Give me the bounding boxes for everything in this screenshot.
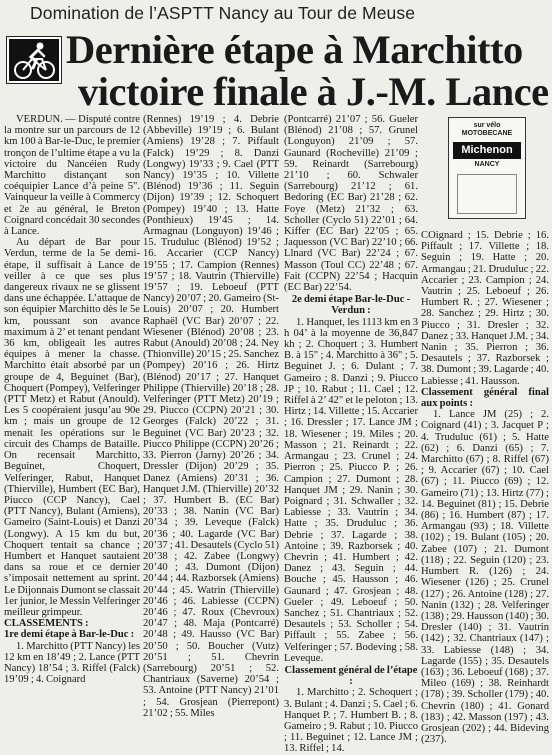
ad-tagline: sur vélo MOTOBECANE — [461, 122, 513, 137]
section-heading: 1re demi étape à Bar-le-Duc : — [4, 629, 135, 641]
cyclist-icon — [6, 36, 62, 84]
article-column-2 — [143, 114, 279, 719]
article-column-4 — [421, 230, 549, 745]
paragraph: (Pontcarré) 21’07 ; 56. Gueler (Blénod) 21’08 ; 57. Grunel (Longuyon) 21’09 ; 57. Gaunard (Rocheville) 21’09 ; 59. Reinardt (Sarrebourg) 21’10 ; 60. Schwaler (Sarrebourg) 21’12 ; 61. Bedoring (EC Bar) 21’28 ; 62. Foye (Metz) 21’32 ; 63. Scholler (Cyclo 51) 22’01 ; 64. Kiffer (EC Bar) 22’05 ; 65. Jaquesson (VC Bar) 22’10 ; 66. Llnard (VC Bar) 22’24 ; 67. Masson (Toul CC) 22’48 ; 67. Fait (CCPN) 22’54 ; Hacquin (EC Bar) 22’54. — [284, 114, 418, 294]
paragraph: VERDUN. — Disputé contre la montre sur un parcours de 12 km 100 à Bar-le-Duc, le premier tronçon de l’ultime étape a vu la victoire du Nancéien Rudy Marchitto distançant son coéquipier Lance d’à peine 5". Vainqueur la veille à Commercy et 2e au général, le Breton Coignard concédait 30 secondes à Lance. — [4, 114, 140, 238]
paragraph: (Rennes) 19’19 ; 4. Debrie (Abbeville) 19’19 ; 6. Bulant (Amiens) 19’28 ; 7. Piffault (Falck) 19’29 ; 8. Danzi (Longwy) 19’33 ; 9. Cael (PTT Nancy) 19’35 ; 10. Villette (Blénod) 19’36 ; 11. Seguin (Dijon) 19’39 ; 12. Schoquert (Pompey) 19’40 ; 13. Hatte (Ponthieux) 19’45 ; 14. Armagnau (Longuyon) 19’46 ; 15. Truduluc (Blénod) 19’52 ; 16. Accarier (CCP Nancy) 19’55 ; 17. Campion (Rennes) 19’57 ; 18. Vautrin (Thierville) 19’57 ; 19. Leboeuf (PTT Nancy) 20’07 ; 20. Gameiro (St-Louis) 20’07 ; 20. Humbert Raphaël (VC Bar) 20’07 ; 22. Wiesener (Blénod) 20’08 ; 23. Rabut (Anould) 20’08 ; 24. Ney (Thionville) 20’15 ; 25. Sanchez (Pompey) 20’16 ; 26. Hirtz (Blénod) 20’17 ; 27. Hanquet Philippe (Thierville) 20’18 ; 28. Velferinger (PTT Metz) 20’19 ; 29. Piucco (CCPN) 20’21 ; 30. Georges (Falck) 20’22 ; 31. Beguinet (VC Bar) 20’23 ; 32. Piucco Philippe (CCPN) 20’26 ; 33. Pierron (Jarny) 20’26 ; 34. Dressler (Dijon) 20’29 ; 35. Danez (Amiens) 20’31 ; 36. Hanquet J.M. (Thierville) 20’32 ; 37. Humbert B. (EC Bar) 20’33 ; 38. Nanin (VC Bar) 20’34 ; 39. Leveque (Falck) 20’36 ; 40. Lagarde (VC Bar) 20’37 ; 41. Desautels (Cyclo 51) 20’38 ; 42. Zabee (Longwy) 20’40 ; 43. Dumont (Dijon) 20’44 ; 44. Razborsek (Amiens) 20’44 ; 45. Watrin (Thierville) 20’46 ; 46. Labiesse (CCPN) 20’46 ; 47. Roux (Chevroux) 20’47 ; 48. Maja (Pontcarré) 20’48 ; 49. Hausso (VC Bar) 20’50 ; 50. Boucher (Vutz) 20’51 ; 51. Chevrin (Sarrebourg) 20’51 ; 52. Chantriaux (Saverne) 20’54 ; 53. Antoine (PTT Nancy) 21’01 ; 54. Grosjean (Pierrepont) 21’02 ; 55. Miles — [143, 114, 279, 719]
article-column-3 — [284, 114, 418, 755]
paragraph: 1. Marchitto ; 2. Schoquert ; 3. Bulant ; 4. Danzi ; 5. Cael ; 6. Hanquet P. ; 7. Humbert B. ; 8. Gameiro ; 9. Rabut ; 10. Piucco ; 11. Beguinet ; 12. Lance JM ; 13. Riffel ; 14. — [284, 687, 418, 755]
paragraph: 1. Hanquet, les 1113 km en 3 h 04’ à la moyenne de 36,847 kh ; 2. Choquert ; 3. Humbert B. à 15" ; 4. Marchitto à 36" ; 5. Beguinet J. ; 6. Dulant ; 7. Gameiro ; 8. Danzi ; 9. Piucco JP ; 10. Rabut ; 11. Cael ; 12. Riffel à 2’ 42" et le peloton ; 13. Hirtz ; 14. Villette ; 15. Accarier ; 16. Dressler ; 17. Lance JM ; 18. Wiesener ; 19. Miles ; 20. Masson ; 21. Reinardt ; 22. Armangau ; 23. Crunel ; 24. Pierron ; 25. Piucco P. ; 26. Campion ; 27. Dumont ; 28. Hanquet JM ; 29. Nanin ; 30. Poignard ; 31. Schwaller ; 32. Labiesse ; 33. Vautrin ; 34. Hatte ; 35. Druduluc ; 36. Debrie ; 37. Lagarde ; 38. Antoine ; 39. Razborsek ; 40. Chevrin ; 41. Humbert ; 42. Danez ; 43. Seguin ; 44. Bouche ; 45. Hausson ; 46. Gaunard ; 47. Grosjean ; 48. Gueler ; 49. Leboeuf ; 50. Sanchez ; 51. Chantriaux ; 52. Desautels ; 53. Scholler ; 54. Piffault ; 55. Zabee ; 56. Velferinger ; 57. Bodeving ; 58. Leveque. — [284, 316, 418, 664]
section-heading: CLASSEMENTS : — [4, 618, 89, 630]
paragraph: 1. Marchitto (PTT Nancy) les 12 km en 18’49 ; 2. Lance (PTT Nancy) 18’54 ; 3. Riffel (Falck) 19’09 ; 4. Coignard — [4, 640, 140, 686]
ad-place: NANCY — [474, 161, 500, 168]
section-heading: Classement général de l’étape : — [284, 664, 418, 688]
kicker: Domination de l’ASPTT Nancy au Tour de Meuse — [30, 3, 416, 23]
sponsor-ad — [448, 117, 526, 219]
ad-photo-frame — [457, 174, 517, 214]
paragraph: 1. Lance JM (25) ; 2. Coignard (41) ; 3. Jacquet P ; 4. Truduluc (61) ; 5. Hatte (62) ; 6. Danzi (65) ; 7. Marchitto (67) ; 8. Riffel (67) ; 9. Accarier (67) ; 10. Cael (67) ; 11. Piucco (69) ; 12. Gameiro (71) ; 13. Hirtz (77) ; 14. Beguinet (81) ; 15. Debrie (86) ; 16. Humbert (87) ; 17. Armangau (93) ; 18. Villette (102) ; 19. Bulant (105) ; 20. Zabee (107) ; 21. Dumont (118) ; 22. Seguin (120) ; 23. Humbert R. (126) ; 24. Wiesener (126) ; 25. Crunel (127) ; 26. Antoine (128) ; 27. Nanin (132) ; 28. Velferinger (138) ; 29. Hausson (140) ; 30. Dresler (140) ; 31. Vautrin (142) ; 32. Chantriaux (147) ; 33. Labiesse (148) ; 34. Lagarde (155) ; 35. Desautels (163) ; 36. Leboeuf (168) ; 37. Mileo (169) ; 38. Reinhardt (178) ; 39. Scholler (179) ; 40. Chevrin (180) ; 41. Gonard (183) ; 42. Masson (197) ; 43. Grosjean (202) ; 44. Bideving (237). — [421, 409, 549, 746]
section-heading: Classement général final aux points : — [421, 386, 549, 410]
headline-line-1: Dernière étape à Marchitto — [66, 27, 523, 72]
section-heading: 2e demi étape Bar-le-Duc - Verdun : — [291, 294, 411, 317]
article-column-1 — [4, 114, 140, 685]
paragraph: Au départ de Bar pour Verdun, terme de la 5e demi-étape, il suffisait à Lance de veiller à ce que ses plus dangereux rivaux ne se glissent dans une échappée. L’attaque de son équipier Marchitto dès le 5e km, poussant son avance maximum à 2’ et tenant pendant 36 km, obligeait les autres équipes à mener la chasse. Marchitto était absorbé par un groupe de 4, Beguinet (Bar), Choquert (Pompey), Velferinger (PTT Metz) et Rabut (Anould). Les 5 coopéraient jusqu’au 90e km ; mais un groupe de 12 menait les opérations sur le circuit des Champs de Bataille. On recensait Marchitto, Beguinet, Choquert, Velferinger, Rabut, Hanquet (Thierville), Humbert (EC Bar), Piucco (CCP Nancy), Cael (PTT Nancy), Bulant (Amiens), Gameiro (Saint-Louis) et Danzi (Longwy). A 15 km du but, Choquert tentait sa chance ; Humbert et Hanquet sautaient dans sa roue et ce dernier s’imposait nettement au sprint. Le Dijonnais Dumont se classait 1er junior, le Messin Velferinger meilleur grimpeur. — [4, 237, 140, 618]
ad-brand: Michenon — [453, 142, 521, 159]
paragraph: COignard ; 15. Debrie ; 16. Piffault ; 17. Villette ; 18. Seguin ; 19. Hatte ; 20. Armangau ; 21. Druduluc ; 22. Accarier ; 23. Campion ; 24. Vautrin ; 25. Leboeuf ; 26. Humbert R. ; 27. Wiesener ; 28. Sanchez ; 29. Hirtz ; 30. Piucco ; 31. Dresler ; 32. Danez ; 33. Hanquet J.M. ; 34. Nanin ; 35. Pierron ; 36. Desautels ; 37. Razborsek ; 38. Dumont ; 39. Lagarde ; 40. Labiesse ; 41. Hausson. — [421, 230, 549, 387]
headline — [66, 29, 550, 113]
headline-line-2: victoire finale à J.-M. Lance — [78, 69, 549, 114]
